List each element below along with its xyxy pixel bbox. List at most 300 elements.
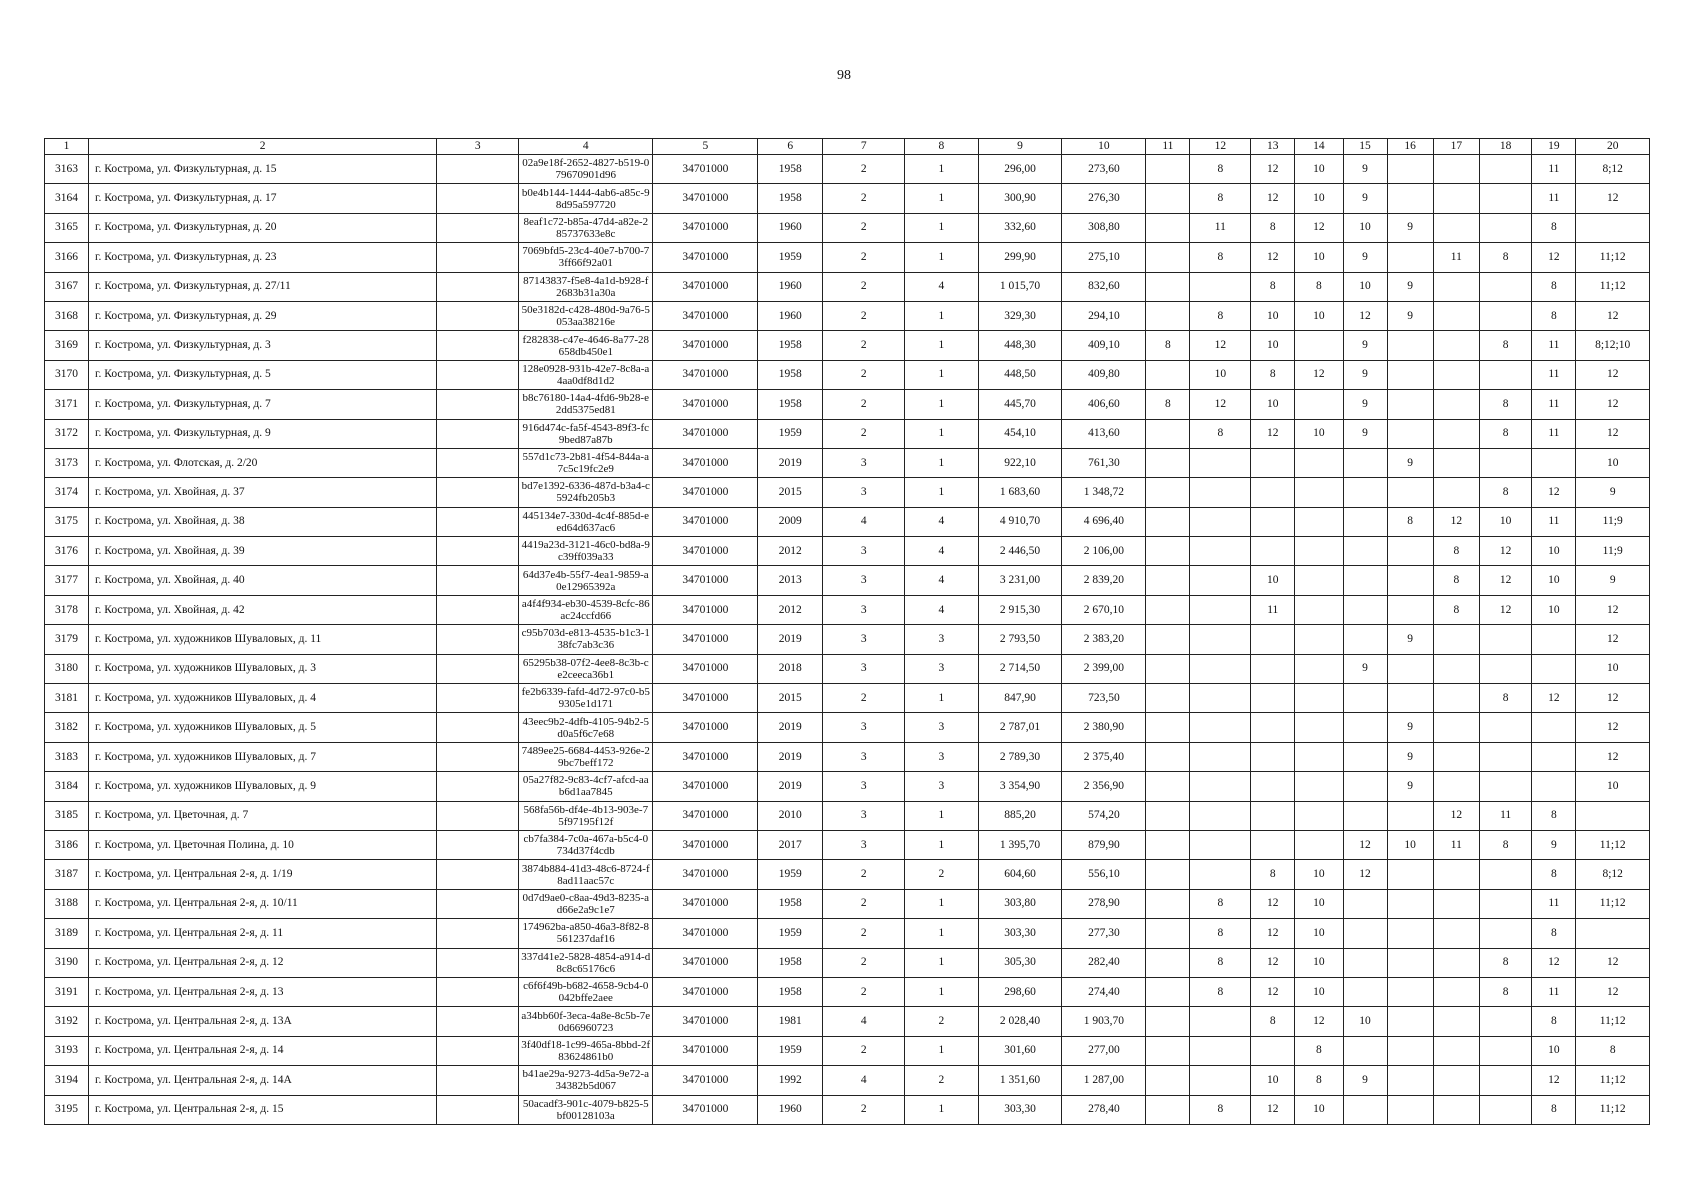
col-11-cell: [1146, 537, 1190, 566]
col-20-cell: 8;12: [1576, 860, 1650, 889]
col-20-cell: 11;12: [1576, 272, 1650, 301]
col-17-cell: [1433, 654, 1479, 683]
build-year-cell: 2019: [758, 713, 823, 742]
col-13-cell: [1251, 801, 1295, 830]
col-11-cell: [1146, 772, 1190, 801]
living-area-cell: 276,30: [1062, 184, 1146, 213]
col-16-cell: [1387, 419, 1433, 448]
col-17-cell: [1433, 360, 1479, 389]
col-19-cell: 12: [1532, 243, 1576, 272]
col-18-cell: [1479, 772, 1531, 801]
oktmo-code-cell: 34701000: [653, 595, 758, 624]
col-16-cell: [1387, 860, 1433, 889]
column-header-14: 14: [1295, 139, 1343, 155]
entrances-cell: 1: [905, 919, 978, 948]
floors-cell: 2: [823, 390, 905, 419]
oktmo-code-cell: 34701000: [653, 331, 758, 360]
col-19-cell: 11: [1532, 977, 1576, 1006]
col-16-cell: 9: [1387, 448, 1433, 477]
col-18-cell: [1479, 654, 1531, 683]
col-12-cell: [1190, 772, 1251, 801]
col-14-cell: [1295, 478, 1343, 507]
floors-cell: 2: [823, 684, 905, 713]
col-13-cell: [1251, 537, 1295, 566]
total-area-cell: 1 395,70: [978, 830, 1062, 859]
col-16-cell: 9: [1387, 625, 1433, 654]
row-number-cell: 3168: [45, 301, 89, 330]
col-13-cell: 8: [1251, 860, 1295, 889]
col-13-cell: 12: [1251, 889, 1295, 918]
living-area-cell: 409,10: [1062, 331, 1146, 360]
col-18-cell: [1479, 713, 1531, 742]
col-13-cell: [1251, 1036, 1295, 1065]
total-area-cell: 303,30: [978, 1095, 1062, 1124]
col-19-cell: 11: [1532, 331, 1576, 360]
row-number-cell: 3170: [45, 360, 89, 389]
col-11-cell: [1146, 1036, 1190, 1065]
col-3-cell: [437, 889, 519, 918]
col-12-cell: 10: [1190, 360, 1251, 389]
table-row: [45, 889, 1650, 918]
house-guid-cell: a4f4f934-eb30-4539-8cfc-86ac24ccfd66: [519, 595, 653, 624]
entrances-cell: 1: [905, 390, 978, 419]
living-area-cell: 832,60: [1062, 272, 1146, 301]
floors-cell: 2: [823, 419, 905, 448]
col-16-cell: [1387, 1095, 1433, 1124]
column-header-13: 13: [1251, 139, 1295, 155]
table-row: [45, 801, 1650, 830]
oktmo-code-cell: 34701000: [653, 272, 758, 301]
col-19-cell: 11: [1532, 507, 1576, 536]
col-18-cell: 12: [1479, 595, 1531, 624]
col-13-cell: 8: [1251, 1007, 1295, 1036]
col-16-cell: [1387, 977, 1433, 1006]
col-15-cell: [1343, 507, 1387, 536]
header-row: [45, 139, 1650, 155]
house-guid-cell: c95b703d-e813-4535-b1c3-138fc7ab3c36: [519, 625, 653, 654]
col-17-cell: [1433, 419, 1479, 448]
entrances-cell: 1: [905, 243, 978, 272]
col-20-cell: 9: [1576, 478, 1650, 507]
address-cell: г. Кострома, ул. Центральная 2-я, д. 12: [89, 948, 437, 977]
col-18-cell: [1479, 1066, 1531, 1095]
col-14-cell: 10: [1295, 243, 1343, 272]
address-cell: г. Кострома, ул. Центральная 2-я, д. 13А: [89, 1007, 437, 1036]
row-number-cell: 3183: [45, 742, 89, 771]
house-guid-cell: 128e0928-931b-42e7-8c8a-a4aa0df8d1d2: [519, 360, 653, 389]
col-3-cell: [437, 507, 519, 536]
build-year-cell: 1958: [758, 977, 823, 1006]
col-3-cell: [437, 537, 519, 566]
oktmo-code-cell: 34701000: [653, 448, 758, 477]
col-12-cell: 11: [1190, 213, 1251, 242]
entrances-cell: 4: [905, 566, 978, 595]
address-cell: г. Кострома, ул. Центральная 2-я, д. 14: [89, 1036, 437, 1065]
col-11-cell: [1146, 272, 1190, 301]
table-row: [45, 595, 1650, 624]
total-area-cell: 300,90: [978, 184, 1062, 213]
col-13-cell: [1251, 742, 1295, 771]
col-3-cell: [437, 360, 519, 389]
col-3-cell: [437, 595, 519, 624]
col-12-cell: [1190, 566, 1251, 595]
total-area-cell: 2 714,50: [978, 654, 1062, 683]
floors-cell: 4: [823, 1066, 905, 1095]
col-15-cell: 12: [1343, 301, 1387, 330]
col-15-cell: [1343, 595, 1387, 624]
floors-cell: 2: [823, 301, 905, 330]
total-area-cell: 4 910,70: [978, 507, 1062, 536]
build-year-cell: 1958: [758, 331, 823, 360]
row-number-cell: 3175: [45, 507, 89, 536]
col-14-cell: 8: [1295, 1066, 1343, 1095]
oktmo-code-cell: 34701000: [653, 1066, 758, 1095]
house-guid-cell: 8eaf1c72-b85a-47d4-a82e-285737633e8c: [519, 213, 653, 242]
col-18-cell: [1479, 625, 1531, 654]
house-guid-cell: 65295b38-07f2-4ee8-8c3b-ce2ceeca36b1: [519, 654, 653, 683]
build-year-cell: 2017: [758, 830, 823, 859]
house-guid-cell: fe2b6339-fafd-4d72-97c0-b59305e1d171: [519, 684, 653, 713]
row-number-cell: 3163: [45, 155, 89, 184]
build-year-cell: 2009: [758, 507, 823, 536]
build-year-cell: 1959: [758, 860, 823, 889]
col-12-cell: 8: [1190, 919, 1251, 948]
oktmo-code-cell: 34701000: [653, 507, 758, 536]
col-20-cell: 10: [1576, 654, 1650, 683]
floors-cell: 2: [823, 860, 905, 889]
col-14-cell: [1295, 742, 1343, 771]
table-row: [45, 478, 1650, 507]
col-13-cell: [1251, 654, 1295, 683]
column-header-10: 10: [1062, 139, 1146, 155]
entrances-cell: 1: [905, 889, 978, 918]
col-13-cell: 8: [1251, 213, 1295, 242]
table-row: [45, 419, 1650, 448]
col-17-cell: [1433, 1066, 1479, 1095]
build-year-cell: 2019: [758, 772, 823, 801]
col-12-cell: 8: [1190, 184, 1251, 213]
table-row: [45, 713, 1650, 742]
col-14-cell: 8: [1295, 272, 1343, 301]
floors-cell: 2: [823, 155, 905, 184]
col-3-cell: [437, 919, 519, 948]
house-guid-cell: 445134e7-330d-4c4f-885d-eed64d637ac6: [519, 507, 653, 536]
total-area-cell: 448,50: [978, 360, 1062, 389]
column-header-16: 16: [1387, 139, 1433, 155]
table-row: [45, 1095, 1650, 1124]
col-3-cell: [437, 272, 519, 301]
col-16-cell: 9: [1387, 301, 1433, 330]
col-14-cell: [1295, 390, 1343, 419]
oktmo-code-cell: 34701000: [653, 390, 758, 419]
living-area-cell: 413,60: [1062, 419, 1146, 448]
living-area-cell: 1 903,70: [1062, 1007, 1146, 1036]
address-cell: г. Кострома, ул. художников Шуваловых, д. 4: [89, 684, 437, 713]
entrances-cell: 1: [905, 360, 978, 389]
col-12-cell: [1190, 507, 1251, 536]
table-row: [45, 184, 1650, 213]
total-area-cell: 332,60: [978, 213, 1062, 242]
oktmo-code-cell: 34701000: [653, 654, 758, 683]
living-area-cell: 2 670,10: [1062, 595, 1146, 624]
col-14-cell: [1295, 507, 1343, 536]
col-12-cell: 8: [1190, 301, 1251, 330]
col-18-cell: 8: [1479, 684, 1531, 713]
total-area-cell: 303,30: [978, 919, 1062, 948]
column-header-17: 17: [1433, 139, 1479, 155]
living-area-cell: 277,00: [1062, 1036, 1146, 1065]
col-17-cell: [1433, 478, 1479, 507]
floors-cell: 3: [823, 566, 905, 595]
living-area-cell: 2 399,00: [1062, 654, 1146, 683]
col-20-cell: 11;12: [1576, 1095, 1650, 1124]
entrances-cell: 3: [905, 742, 978, 771]
house-guid-cell: 0d7d9ae0-c8aa-49d3-8235-ad66e2a9c1e7: [519, 889, 653, 918]
col-12-cell: 8: [1190, 948, 1251, 977]
col-17-cell: 8: [1433, 595, 1479, 624]
row-number-cell: 3182: [45, 713, 89, 742]
address-cell: г. Кострома, ул. Цветочная Полина, д. 10: [89, 830, 437, 859]
col-16-cell: [1387, 155, 1433, 184]
build-year-cell: 1958: [758, 948, 823, 977]
entrances-cell: 3: [905, 654, 978, 683]
build-year-cell: 2019: [758, 448, 823, 477]
col-14-cell: 10: [1295, 948, 1343, 977]
col-11-cell: [1146, 889, 1190, 918]
col-20-cell: 12: [1576, 713, 1650, 742]
col-12-cell: 8: [1190, 155, 1251, 184]
col-12-cell: [1190, 713, 1251, 742]
col-17-cell: 8: [1433, 566, 1479, 595]
col-13-cell: 12: [1251, 977, 1295, 1006]
col-19-cell: [1532, 742, 1576, 771]
col-13-cell: 10: [1251, 331, 1295, 360]
house-guid-cell: 64d37e4b-55f7-4ea1-9859-a0e12965392a: [519, 566, 653, 595]
living-area-cell: 879,90: [1062, 830, 1146, 859]
col-15-cell: [1343, 713, 1387, 742]
living-area-cell: 282,40: [1062, 948, 1146, 977]
row-number-cell: 3181: [45, 684, 89, 713]
col-13-cell: [1251, 830, 1295, 859]
floors-cell: 2: [823, 184, 905, 213]
col-13-cell: [1251, 478, 1295, 507]
col-12-cell: [1190, 684, 1251, 713]
total-area-cell: 296,00: [978, 155, 1062, 184]
col-12-cell: [1190, 1036, 1251, 1065]
col-16-cell: [1387, 654, 1433, 683]
col-12-cell: [1190, 1007, 1251, 1036]
col-16-cell: [1387, 360, 1433, 389]
col-16-cell: [1387, 243, 1433, 272]
col-11-cell: [1146, 948, 1190, 977]
table-row: [45, 1066, 1650, 1095]
build-year-cell: 2019: [758, 625, 823, 654]
house-guid-cell: 3f40df18-1c99-465a-8bbd-2f83624861b0: [519, 1036, 653, 1065]
floors-cell: 3: [823, 654, 905, 683]
column-header-11: 11: [1146, 139, 1190, 155]
oktmo-code-cell: 34701000: [653, 801, 758, 830]
total-area-cell: 445,70: [978, 390, 1062, 419]
col-17-cell: [1433, 625, 1479, 654]
col-20-cell: 12: [1576, 625, 1650, 654]
address-cell: г. Кострома, ул. Физкультурная, д. 9: [89, 419, 437, 448]
col-19-cell: 8: [1532, 1007, 1576, 1036]
house-guid-cell: 3874b884-41d3-48c6-8724-f8ad11aac57c: [519, 860, 653, 889]
col-17-cell: [1433, 155, 1479, 184]
entrances-cell: 2: [905, 1007, 978, 1036]
col-14-cell: [1295, 625, 1343, 654]
col-14-cell: 10: [1295, 184, 1343, 213]
col-16-cell: [1387, 478, 1433, 507]
col-12-cell: [1190, 742, 1251, 771]
col-19-cell: 8: [1532, 860, 1576, 889]
col-11-cell: [1146, 507, 1190, 536]
col-16-cell: [1387, 331, 1433, 360]
col-20-cell: [1576, 213, 1650, 242]
oktmo-code-cell: 34701000: [653, 243, 758, 272]
entrances-cell: 4: [905, 537, 978, 566]
col-14-cell: 10: [1295, 1095, 1343, 1124]
floors-cell: 2: [823, 919, 905, 948]
build-year-cell: 2015: [758, 684, 823, 713]
col-16-cell: 9: [1387, 272, 1433, 301]
col-17-cell: [1433, 1095, 1479, 1124]
build-year-cell: 2019: [758, 742, 823, 771]
col-20-cell: 11;12: [1576, 1066, 1650, 1095]
col-12-cell: [1190, 1066, 1251, 1095]
address-cell: г. Кострома, ул. Флотская, д. 2/20: [89, 448, 437, 477]
entrances-cell: 1: [905, 184, 978, 213]
col-18-cell: [1479, 889, 1531, 918]
col-18-cell: 8: [1479, 390, 1531, 419]
total-area-cell: 448,30: [978, 331, 1062, 360]
col-3-cell: [437, 301, 519, 330]
col-14-cell: [1295, 331, 1343, 360]
col-15-cell: [1343, 1095, 1387, 1124]
row-number-cell: 3186: [45, 830, 89, 859]
col-13-cell: [1251, 507, 1295, 536]
col-11-cell: [1146, 566, 1190, 595]
col-19-cell: 12: [1532, 1066, 1576, 1095]
col-19-cell: 11: [1532, 419, 1576, 448]
col-18-cell: 12: [1479, 566, 1531, 595]
col-14-cell: [1295, 684, 1343, 713]
col-19-cell: [1532, 713, 1576, 742]
col-20-cell: 11;9: [1576, 507, 1650, 536]
col-16-cell: [1387, 566, 1433, 595]
col-15-cell: [1343, 625, 1387, 654]
col-13-cell: 10: [1251, 301, 1295, 330]
build-year-cell: 2018: [758, 654, 823, 683]
col-14-cell: [1295, 537, 1343, 566]
col-13-cell: [1251, 684, 1295, 713]
col-16-cell: [1387, 595, 1433, 624]
col-11-cell: [1146, 1095, 1190, 1124]
col-15-cell: [1343, 742, 1387, 771]
oktmo-code-cell: 34701000: [653, 566, 758, 595]
house-guid-cell: 568fa56b-df4e-4b13-903e-75f97195f12f: [519, 801, 653, 830]
col-15-cell: [1343, 478, 1387, 507]
col-13-cell: [1251, 772, 1295, 801]
col-16-cell: [1387, 889, 1433, 918]
house-guid-cell: 557d1c73-2b81-4f54-844a-a7c5c19fc2e9: [519, 448, 653, 477]
col-14-cell: [1295, 830, 1343, 859]
col-18-cell: 8: [1479, 419, 1531, 448]
col-11-cell: [1146, 301, 1190, 330]
col-11-cell: [1146, 713, 1190, 742]
col-3-cell: [437, 1066, 519, 1095]
col-19-cell: 11: [1532, 360, 1576, 389]
col-12-cell: [1190, 801, 1251, 830]
col-18-cell: 8: [1479, 830, 1531, 859]
col-20-cell: 12: [1576, 684, 1650, 713]
house-guid-cell: 50acadf3-901c-4079-b825-5bf00128103a: [519, 1095, 653, 1124]
build-year-cell: 1960: [758, 272, 823, 301]
housing-registry-table: [44, 138, 1650, 1125]
total-area-cell: 922,10: [978, 448, 1062, 477]
row-number-cell: 3166: [45, 243, 89, 272]
oktmo-code-cell: 34701000: [653, 625, 758, 654]
col-18-cell: [1479, 184, 1531, 213]
col-13-cell: 12: [1251, 419, 1295, 448]
col-15-cell: 10: [1343, 1007, 1387, 1036]
address-cell: г. Кострома, ул. Физкультурная, д. 7: [89, 390, 437, 419]
col-20-cell: 12: [1576, 595, 1650, 624]
oktmo-code-cell: 34701000: [653, 742, 758, 771]
build-year-cell: 1959: [758, 243, 823, 272]
house-guid-cell: f282838-c47e-4646-8a77-28658db450e1: [519, 331, 653, 360]
living-area-cell: 2 380,90: [1062, 713, 1146, 742]
total-area-cell: 1 015,70: [978, 272, 1062, 301]
col-15-cell: [1343, 772, 1387, 801]
row-number-cell: 3171: [45, 390, 89, 419]
entrances-cell: 3: [905, 625, 978, 654]
col-3-cell: [437, 1095, 519, 1124]
col-13-cell: [1251, 448, 1295, 477]
col-17-cell: [1433, 889, 1479, 918]
col-19-cell: 11: [1532, 184, 1576, 213]
col-20-cell: 12: [1576, 184, 1650, 213]
col-19-cell: 8: [1532, 213, 1576, 242]
row-number-cell: 3180: [45, 654, 89, 683]
floors-cell: 3: [823, 830, 905, 859]
table-row: [45, 360, 1650, 389]
col-20-cell: 12: [1576, 948, 1650, 977]
col-11-cell: [1146, 419, 1190, 448]
row-number-cell: 3169: [45, 331, 89, 360]
col-19-cell: 11: [1532, 889, 1576, 918]
address-cell: г. Кострома, ул. Физкультурная, д. 29: [89, 301, 437, 330]
address-cell: г. Кострома, ул. художников Шуваловых, д. 9: [89, 772, 437, 801]
oktmo-code-cell: 34701000: [653, 948, 758, 977]
row-number-cell: 3176: [45, 537, 89, 566]
floors-cell: 2: [823, 977, 905, 1006]
col-18-cell: [1479, 360, 1531, 389]
col-13-cell: 12: [1251, 948, 1295, 977]
col-15-cell: 9: [1343, 654, 1387, 683]
row-number-cell: 3164: [45, 184, 89, 213]
total-area-cell: 2 789,30: [978, 742, 1062, 771]
col-11-cell: [1146, 360, 1190, 389]
entrances-cell: 1: [905, 213, 978, 242]
col-13-cell: 8: [1251, 360, 1295, 389]
col-19-cell: 8: [1532, 919, 1576, 948]
oktmo-code-cell: 34701000: [653, 889, 758, 918]
total-area-cell: 2 028,40: [978, 1007, 1062, 1036]
col-13-cell: [1251, 713, 1295, 742]
floors-cell: 2: [823, 1036, 905, 1065]
col-11-cell: [1146, 684, 1190, 713]
